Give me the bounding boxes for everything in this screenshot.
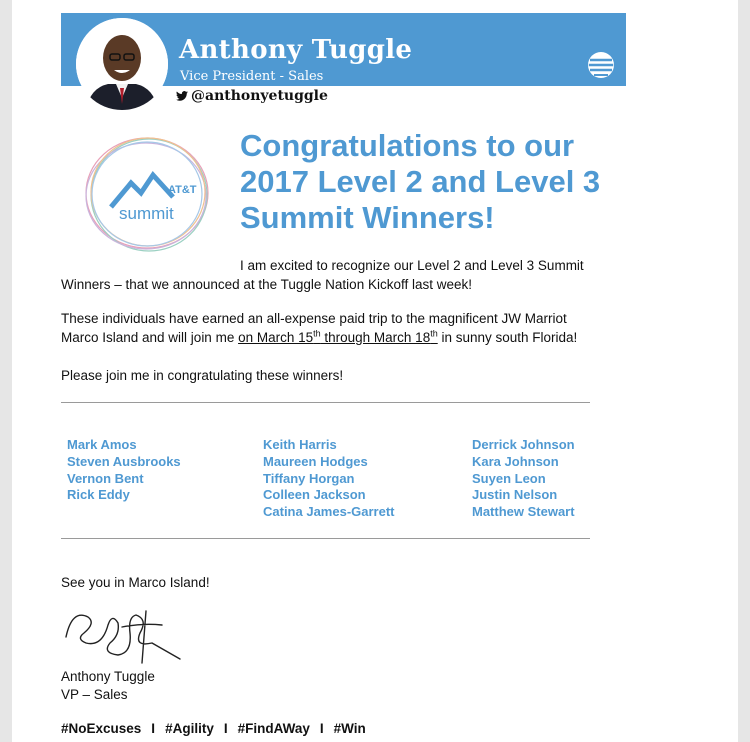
twitter-bird-icon: [176, 91, 188, 101]
winner-name: Rick Eddy: [67, 487, 130, 503]
hashtag-separator: I: [151, 721, 156, 736]
hashtag[interactable]: #Agility: [165, 721, 214, 736]
winners-column-3: [472, 437, 575, 521]
winner-name: Colleen Jackson: [263, 487, 366, 503]
signature-name: Anthony Tuggle: [61, 669, 155, 684]
intro-line-2: Winners – that we announced at the Tuggle Nation Kickoff last week!: [61, 277, 472, 292]
headline: Congratulations to our 2017 Level 2 and Level 3 Summit Winners!: [240, 128, 601, 235]
intro-line-1: I am excited to recognize our Level 2 and Level 3 Summit: [240, 258, 584, 273]
logo-brand-text: AT&T: [168, 184, 197, 196]
att-summit-logo: [83, 135, 213, 253]
divider-bottom: [61, 538, 590, 539]
avatar: [76, 18, 168, 110]
hashtag[interactable]: #NoExcuses: [61, 721, 142, 736]
logo-summit-text: summit: [119, 204, 174, 223]
winner-name: Maureen Hodges: [263, 453, 368, 469]
att-globe-icon: [586, 50, 616, 80]
winner-name: Derrick Johnson: [472, 437, 575, 452]
intro-paragraph: [61, 256, 621, 294]
hashtag[interactable]: #FindAWay: [237, 721, 310, 736]
signature-block: [61, 668, 155, 704]
congrats-line: Please join me in congratulating these winners!: [61, 368, 344, 383]
winner-name: Vernon Bent: [67, 470, 144, 486]
signature-title: VP – Sales: [61, 687, 128, 702]
winner-name: Matthew Stewart: [472, 504, 575, 520]
winners-column-2: [263, 437, 395, 521]
twitter-handle[interactable]: @anthonyetuggle: [191, 88, 328, 104]
winner-name: Keith Harris: [263, 437, 337, 452]
sender-name: Anthony Tuggle: [179, 35, 413, 65]
hashtag-separator: I: [223, 721, 228, 736]
winner-name: Steven Ausbrooks: [67, 453, 181, 469]
hashtag-separator: I: [319, 721, 324, 736]
hashtags-row: [61, 721, 366, 736]
handwritten-signature: [62, 603, 187, 665]
winner-name: Mark Amos: [67, 437, 137, 452]
winner-name: Tiffany Horgan: [263, 470, 355, 486]
sender-title: Vice President - Sales: [180, 69, 324, 84]
trip-line-1: These individuals have earned an all-expense paid trip to the magnificent JW Marriot: [61, 311, 567, 326]
trip-paragraph: [61, 309, 621, 347]
winner-name: Suyen Leon: [472, 470, 546, 486]
winner-name: Catina James-Garrett: [263, 504, 395, 520]
winner-name: Justin Nelson: [472, 487, 558, 503]
winners-column-1: [67, 437, 181, 504]
winner-name: Kara Johnson: [472, 453, 559, 469]
twitter-handle-row[interactable]: [176, 88, 328, 104]
closing-line: See you in Marco Island!: [61, 575, 210, 590]
trip-line-2: Marco Island and will join me on March 15th through March 18th in sunny south Florida!: [61, 328, 578, 345]
divider-top: [61, 402, 590, 403]
hashtag[interactable]: #Win: [333, 721, 366, 736]
